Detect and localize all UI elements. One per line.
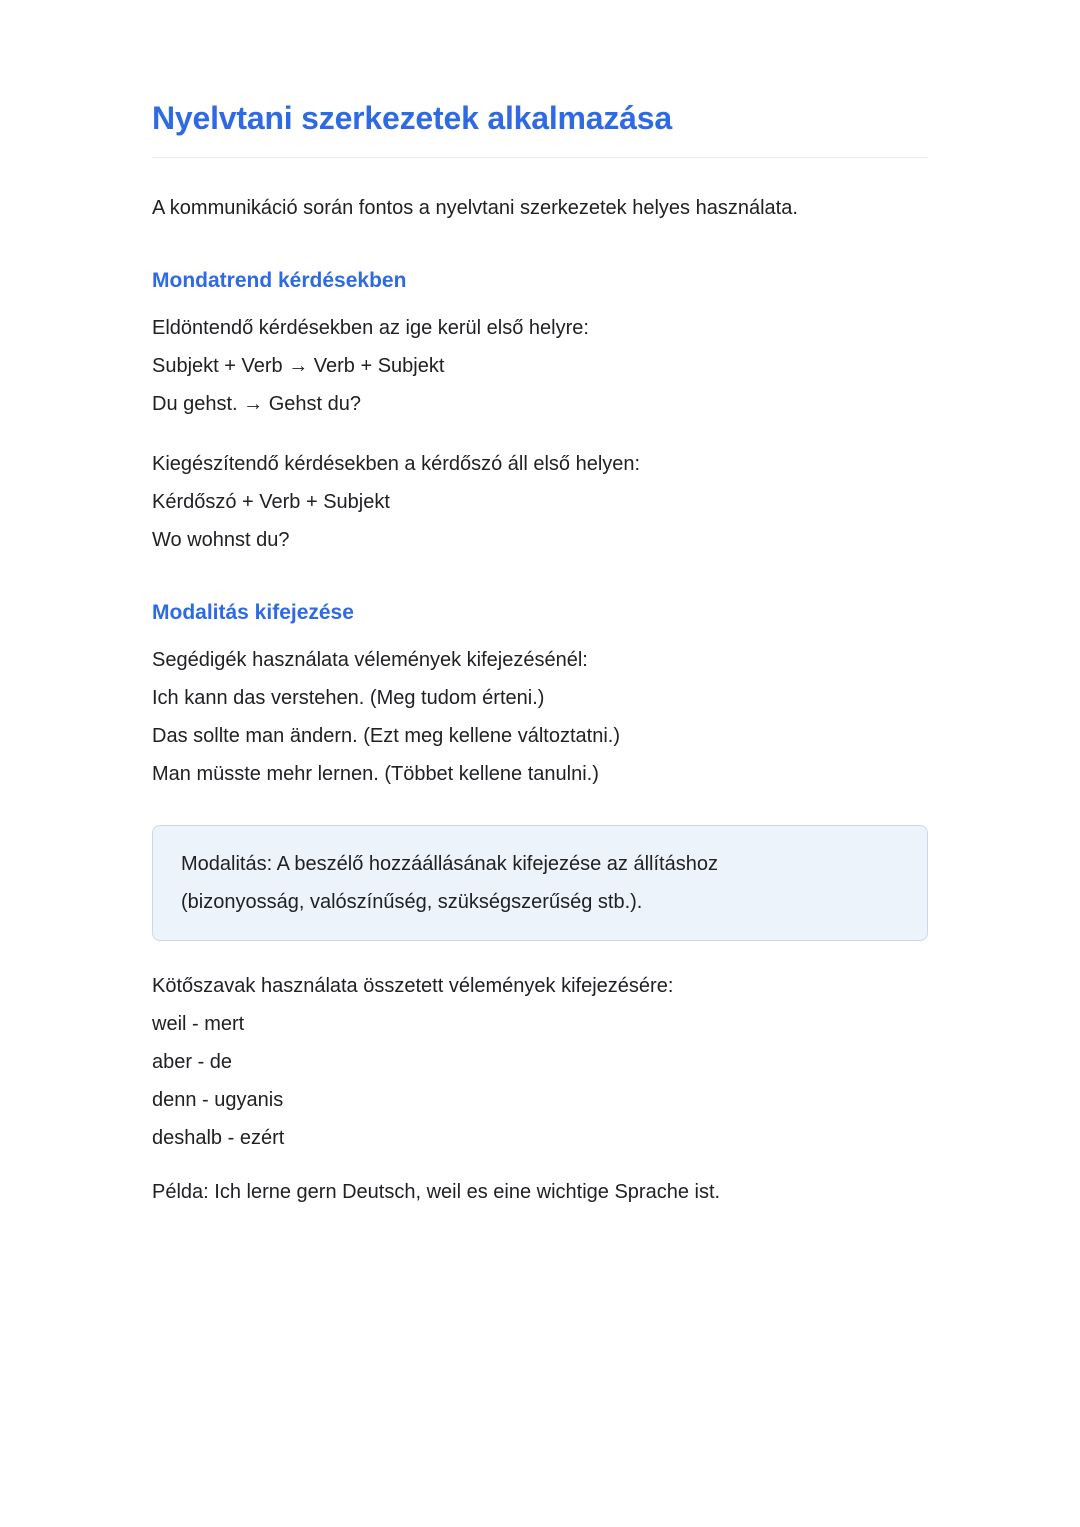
callout-box bbox=[152, 825, 928, 941]
paragraph-wh-questions bbox=[152, 445, 928, 559]
text-line: Kötőszavak használata összetett vélemények kifejezésére: bbox=[152, 975, 674, 997]
callout-text-line: Modalitás: A beszélő hozzáállásának kifejezése az állításhoz bbox=[181, 853, 718, 875]
text-line: Du gehst. → Gehst du? bbox=[152, 393, 362, 415]
text-line: weil - mert bbox=[152, 1013, 245, 1035]
section-heading-mondatrend: Mondatrend kérdésekben bbox=[152, 269, 407, 292]
text-line: aber - de bbox=[152, 1051, 233, 1073]
paragraph-yesno-questions bbox=[152, 309, 928, 423]
title-divider bbox=[152, 157, 928, 158]
text-line: Ich kann das verstehen. (Meg tudom érteni.) bbox=[152, 687, 545, 709]
text-line: deshalb - ezért bbox=[152, 1127, 285, 1149]
text-line: Eldöntendő kérdésekben az ige kerül első helyre: bbox=[152, 317, 589, 339]
text-line: Das sollte man ändern. (Ezt meg kellene változtatni.) bbox=[152, 725, 620, 747]
callout-text-line: (bizonyosság, valószínűség, szükségszerűség stb.). bbox=[181, 891, 643, 913]
text-line: Kiegészítendő kérdésekben a kérdőszó áll első helyen: bbox=[152, 453, 641, 475]
paragraph-conjunctions bbox=[152, 967, 928, 1157]
text-line: Subjekt + Verb → Verb + Subjekt bbox=[152, 355, 445, 377]
example-paragraph: Példa: Ich lerne gern Deutsch, weil es eine wichtige Sprache ist. bbox=[152, 1181, 721, 1203]
text-line: Wo wohnst du? bbox=[152, 529, 290, 551]
section-heading-modalitas: Modalitás kifejezése bbox=[152, 601, 354, 624]
text-line: Man müsste mehr lernen. (Többet kellene tanulni.) bbox=[152, 763, 599, 785]
paragraph-modal-verbs bbox=[152, 641, 928, 793]
text-line: Segédigék használata vélemények kifejezésénél: bbox=[152, 649, 588, 671]
text-line: denn - ugyanis bbox=[152, 1089, 284, 1111]
text-line: Kérdőszó + Verb + Subjekt bbox=[152, 491, 390, 513]
intro-paragraph: A kommunikáció során fontos a nyelvtani szerkezetek helyes használata. bbox=[152, 197, 798, 219]
page-title: Nyelvtani szerkezetek alkalmazása bbox=[152, 100, 672, 136]
